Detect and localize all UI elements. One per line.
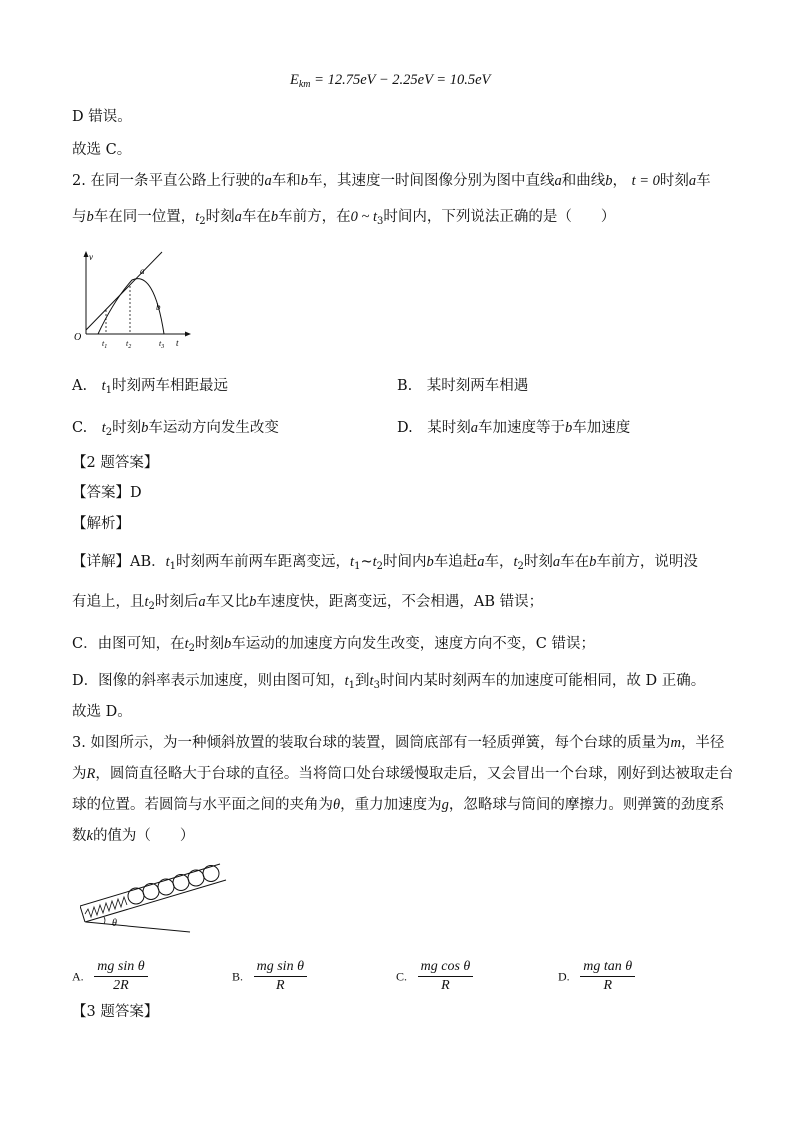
var-a: a (688, 173, 697, 189)
detail-text: 到 (355, 673, 370, 689)
fraction-numerator: mg sin θ (94, 958, 147, 977)
ball-tube-figure (80, 862, 230, 938)
var-m: m (670, 735, 681, 751)
spring (85, 897, 127, 917)
fraction-numerator: mg sin θ (254, 958, 307, 977)
detail-text: 车前方，说明没 (596, 554, 698, 570)
detail-text: 时刻后 (154, 594, 199, 610)
q2-option-c[interactable] (72, 416, 279, 438)
q2-text: 车在同一位置， (93, 209, 196, 225)
ball (158, 879, 174, 895)
q2-detail-line1: 【详解】AB．$t_1$时刻两车前两车距离变远，$t_1\sim t_2$时间内b车追赶a车，$t_2$时刻a车在b车前方，说明没 (72, 554, 698, 572)
t-axis-arrow (185, 332, 191, 337)
angle-arc (104, 917, 105, 924)
q2-text: 车和 (271, 173, 301, 189)
ball (128, 888, 144, 904)
subscript: 1 (169, 561, 177, 572)
option-letter: D. (558, 969, 570, 984)
formula-subscript: km (298, 79, 311, 90)
var-k: k (86, 828, 93, 844)
var-a: a (552, 554, 561, 570)
subscript: 2 (376, 561, 384, 572)
q3-answer-heading: 【3 题答案】 (72, 1004, 159, 1020)
fraction (580, 958, 635, 995)
detail-text: 车追赶 (433, 554, 478, 570)
q2-detail-line4 (72, 671, 705, 696)
var-t: t (344, 673, 349, 689)
detail-text: 时刻 (195, 636, 225, 652)
label-t2: $t_2$ (126, 339, 132, 348)
detail-text: 时刻两车前两车距离变远， (176, 554, 351, 570)
detail-text: D．图像的斜率表示加速度，则由图可知， (72, 673, 345, 689)
q3-stem-line4 (72, 826, 194, 846)
label-b: b (156, 302, 161, 312)
ball (173, 875, 189, 891)
q3-stem-line2 (72, 764, 733, 784)
q1-choose: 故选 C。 (72, 142, 132, 158)
detail-text: 车运动的加速度方向发生改变，速度方向不变，C 错误； (231, 636, 595, 652)
q2-text: 车，其速度一时间图像分别为图中直线 (307, 173, 555, 189)
fraction-numerator: mg tan θ (580, 958, 635, 977)
q2-stem-line2 (72, 207, 615, 232)
q2-stem-line1 (72, 171, 711, 191)
detail-text: 时间内 (383, 554, 427, 570)
q2-option-b[interactable]: B. 某时刻两车相遇 (397, 378, 529, 394)
vt-graph (70, 248, 200, 348)
var-b: b (426, 554, 434, 570)
fraction (94, 958, 147, 995)
option-letter: B. (232, 969, 244, 984)
formula-rhs: = 12.75eV − 2.25eV = 10.5eV (310, 72, 491, 88)
var-a: a (264, 173, 272, 189)
var-range: 0 ~ t (350, 209, 378, 225)
q3-stem-line3 (72, 795, 724, 815)
q1-d-wrong: D 错误。 (72, 109, 132, 125)
option-letter: A. (72, 969, 84, 984)
q3-option-b[interactable] (232, 958, 307, 995)
q3-stem-line1 (72, 733, 724, 753)
subscript: 3 (373, 680, 380, 691)
ball (188, 870, 204, 886)
fraction-denominator: R (276, 978, 285, 993)
q2-text: 2. 在同一条平直公路上行驶的 (72, 173, 265, 189)
var-t: t (350, 554, 355, 570)
detail-text: 车速度快，距离变远，不会相遇，AB 错误； (256, 594, 544, 610)
option-letter: A. (72, 378, 88, 394)
subscript: 3 (377, 216, 384, 227)
subscript: 1 (105, 385, 112, 396)
curve-b (98, 279, 164, 334)
var-b: b (249, 594, 257, 610)
detail-text: 有追上，且 (72, 594, 145, 610)
q2-option-d[interactable] (397, 416, 630, 437)
q2-analysis-heading: 【解析】 (72, 516, 130, 532)
option-letter: D. 某时刻 (397, 420, 471, 436)
var-b: b (141, 420, 149, 436)
label-t3: $t_3$ (159, 339, 165, 348)
var-theta: θ (333, 797, 341, 813)
subscript: 2 (199, 216, 206, 227)
option-text: 车运动方向发生改变 (148, 420, 279, 436)
var-b: b (86, 209, 94, 225)
formula-energy (290, 70, 490, 95)
q3-text: 球的位置。若圆筒与水平面之间的夹角为 (72, 797, 333, 813)
var-t0: t = 0 (631, 173, 660, 189)
angle-label: θ (112, 918, 117, 929)
q2-text: 时刻 (659, 173, 689, 189)
var-t: t (372, 554, 377, 570)
var-t: t (144, 594, 149, 610)
q2-answer-heading: 【2 题答案】 (72, 455, 159, 471)
q2-detail-line3 (72, 634, 595, 659)
q3-text: 3. 如图所示，为一种倾斜放置的装取台球的装置，圆筒底部有一轻质弹簧，每个台球的质量为 (72, 735, 671, 751)
q2-detail-line2 (72, 592, 543, 617)
subscript: 2 (148, 601, 155, 612)
q2-text: 时刻 (205, 209, 235, 225)
var-b: b (564, 420, 573, 436)
var-r: R (86, 766, 96, 782)
option-letter: C. (396, 969, 408, 984)
fraction (254, 958, 307, 995)
option-letter: C. (72, 420, 88, 436)
var-a: a (477, 554, 485, 570)
fraction-denominator: R (441, 978, 450, 993)
q3-text: 为 (72, 766, 87, 782)
var-a: a (554, 173, 562, 189)
q3-text: 数 (72, 828, 87, 844)
fraction (418, 958, 474, 995)
var-b: b (605, 173, 613, 189)
detail-text: 【详解】AB． (72, 554, 166, 570)
detail-text: 车又比 (205, 594, 250, 610)
q3-text: ，圆筒直径略大于台球的直径。当将筒口处台球缓慢取走后，又会冒出一个台球，刚好到达被取走台 (95, 766, 734, 782)
q2-text: 和曲线 (561, 173, 606, 189)
q3-text: 的值为（ ） (92, 828, 195, 844)
v-axis-arrow (84, 251, 89, 257)
detail-text: C．由图可知，在 (72, 636, 185, 652)
ball (203, 866, 219, 882)
detail-text: 车， (484, 554, 514, 570)
q3-option-d[interactable] (558, 958, 635, 995)
var-a: a (470, 420, 478, 436)
var-a: a (234, 209, 242, 225)
label-t1: $t_1$ (102, 339, 108, 348)
var-b: b (300, 173, 308, 189)
label-v: v (89, 252, 93, 262)
q2-text: 时间内，下列说法正确的是（ ） (383, 209, 616, 225)
detail-text: 车在 (560, 554, 590, 570)
var-g: g (441, 797, 449, 813)
q2-text: ， (612, 173, 627, 189)
formula-symbol: E (290, 72, 299, 88)
option-text: 时刻两车相距最远 (112, 378, 228, 394)
q3-text: ，半径 (680, 735, 725, 751)
q3-option-a[interactable] (72, 958, 148, 995)
q2-text: 车在 (241, 209, 271, 225)
line-a (86, 252, 162, 330)
var-b: b (224, 636, 232, 652)
fraction-denominator: R (603, 978, 612, 993)
ball (143, 884, 159, 900)
var-b: b (270, 209, 279, 225)
var-t: t (101, 420, 106, 436)
tube-bottom (80, 906, 85, 922)
option-text: 时刻 (112, 420, 142, 436)
option-text: 车加速度 (572, 420, 631, 436)
subscript: 2 (105, 427, 113, 438)
var-t: t (369, 673, 374, 689)
q2-choose: 故选 D。 (72, 704, 132, 720)
ground-line (86, 922, 190, 932)
detail-text: 时刻 (523, 554, 553, 570)
q2-option-a[interactable] (72, 374, 228, 396)
option-text: 车加速度等于 (477, 420, 565, 436)
var-t: t (165, 554, 170, 570)
var-a: a (198, 594, 206, 610)
label-origin: O (74, 332, 82, 343)
subscript: 1 (354, 561, 361, 572)
q2-text: 与 (72, 209, 87, 225)
var-t: t (195, 209, 200, 225)
q3-text: ，忽略球与筒间的摩擦力。则弹簧的劲度系 (448, 797, 725, 813)
subscript: 1 (348, 680, 356, 691)
fraction-numerator: mg cos θ (418, 958, 474, 977)
subscript: 2 (517, 561, 524, 572)
fraction-denominator: 2R (113, 978, 129, 993)
q2-text: 车 (696, 173, 711, 189)
var-t: t (513, 554, 518, 570)
var-b: b (589, 554, 597, 570)
q2-answer: 【答案】D (72, 485, 142, 501)
q3-option-c[interactable] (396, 958, 473, 995)
var-t: t (101, 378, 106, 394)
label-t: t (176, 338, 179, 348)
subscript: 2 (188, 643, 196, 654)
tube-lower-wall (85, 880, 226, 922)
var-t: t (184, 636, 189, 652)
q3-text: ，重力加速度为 (340, 797, 442, 813)
q2-text: 车前方，在 (278, 209, 351, 225)
detail-text: 时间内某时刻两车的加速度可能相同，故 D 正确。 (379, 673, 706, 689)
label-a: a (140, 266, 145, 276)
